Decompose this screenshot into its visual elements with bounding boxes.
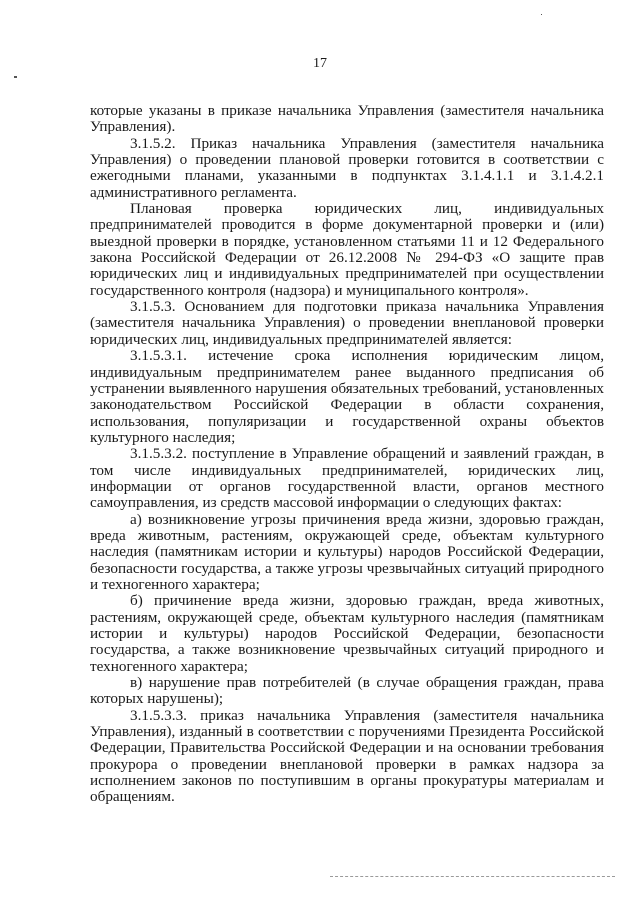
paragraph-3-1-5-3-3: 3.1.5.3.3. приказ начальника Управления (заместителя начальника Управления), изданный в соответствии с поручениями Президента Российской Федерации, Правительства Российской Федерации и на основании требования прокурора о проведении внеплановой проверки в рамках надзора за исполнением законов по поступившим в органы прокуратуры материалам и обращениям. [90,706,604,806]
paragraph-3-1-5-3-1: 3.1.5.3.1. истечение срока исполнения юридическим лицом, индивидуальным предпринимателем ранее выданного предписания об устранении выявленного нарушения обязательных требований, установленных законодательством Российской Федерации в области сохранения, использования, популяризации и государственной охраны объектов культурного наследия; [90,347,604,446]
list-item-v: в) нарушение прав потребителей (в случае обращения граждан, права которых нарушены); [90,674,604,708]
paragraph-continuation: которые указаны в приказе начальника Управления (заместителя начальника Управления). [90,102,604,136]
list-item-b: б) причинение вреда жизни, здоровью граждан, вреда животных, растениям, окружающей среде, объектам культурного наследия (памятникам истории и культуры) народов Российской Федерации, безопасности государства, а также возникновение чрезвычайных ситуаций природного и техногенного характера; [90,592,604,675]
paragraph-3-1-5-3-2: 3.1.5.3.2. поступление в Управление обращений и заявлений граждан, в том числе индивидуальных предпринимателей, юридических лиц, информации от органов государственной власти, органов местного самоуправления, из средств массовой информации о следующих фактах: [90,445,604,512]
list-item-a: а) возникновение угрозы причинения вреда жизни, здоровью граждан, вреда животным, растениям, окружающей среде, объектам культурного наследия (памятникам истории и культуры) народов Российской Федерации, безопасности государства, а также угрозы чрезвычайных ситуаций природного и техногенного характера; [90,510,604,593]
paragraph-3-1-5-3: 3.1.5.3. Основанием для подготовки приказа начальника Управления (заместителя начальника Управления) о проведении внеплановой проверки юридических лиц, индивидуальных предпринимателей является: [90,298,604,348]
page-number: 17 [313,56,327,71]
document-body [90,103,604,806]
scan-footer-line [330,876,615,878]
paragraph-planned-inspection: Плановая проверка юридических лиц, индивидуальных предпринимателей проводится в форме документарной проверки и (или) выездной проверки в порядке, установленном статьями 11 и 12 Федерального закона Российской Федерации от 26.12.2008 № 294-ФЗ «О защите прав юридических лиц и индивидуальных предпринимателей при осуществлении государственного контроля (надзора) и муниципального контроля». [90,200,604,299]
paragraph-3-1-5-2: 3.1.5.2. Приказ начальника Управления (заместителя начальника Управления) о проведении плановой проверки готовится в соответствии с ежегодными планами, указанными в подпунктах 3.1.4.1.1 и 3.1.4.2.1 административного регламента. [90,134,604,201]
scan-speck [541,14,542,15]
scan-speck [14,76,17,78]
